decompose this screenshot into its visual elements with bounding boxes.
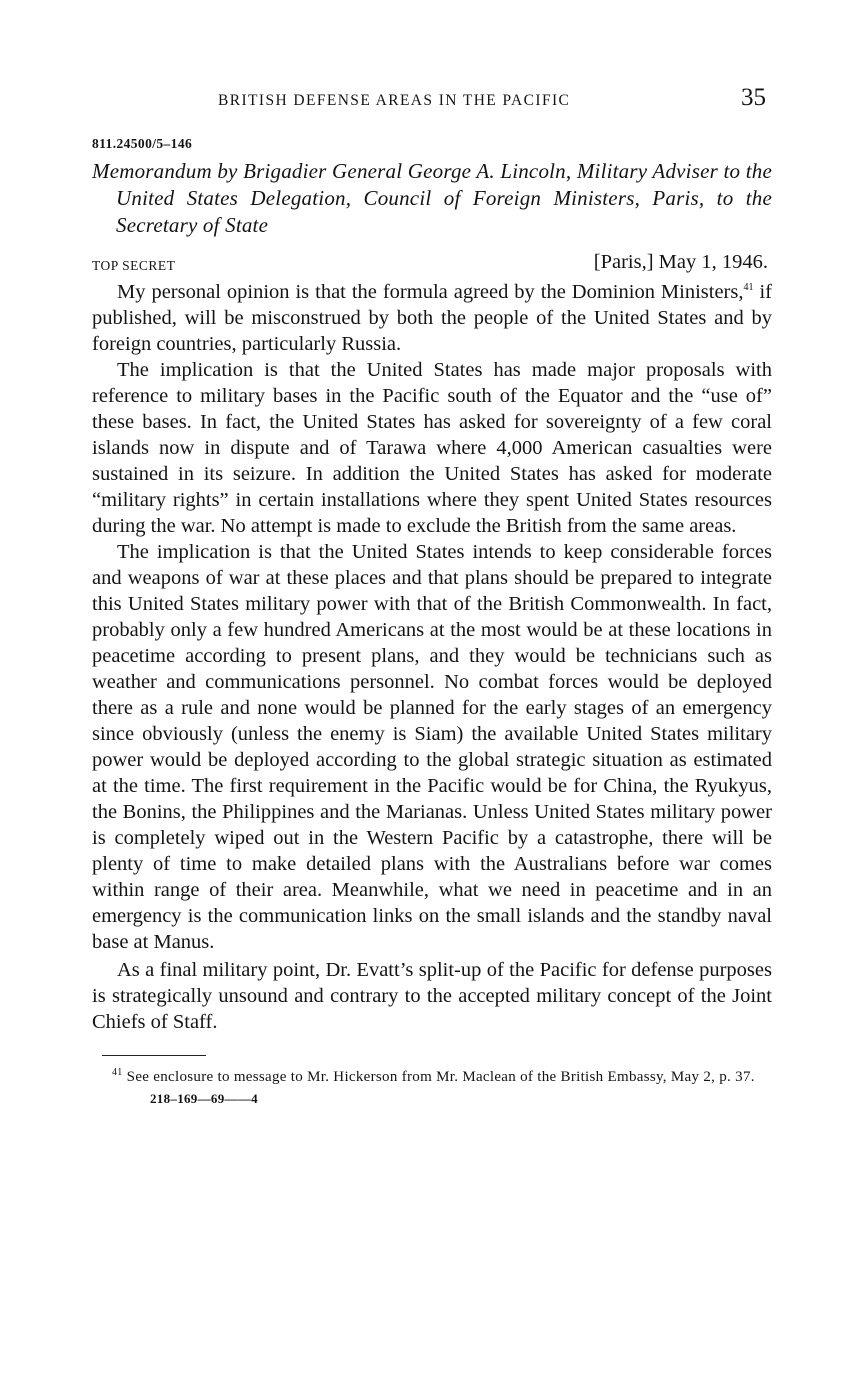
paragraph-1-text: My personal opinion is that the formula agreed by the Dominion Ministers,	[117, 281, 744, 303]
paragraph-2: The implication is that the United States has made major proposals with reference to military bases in the Pacific south of the Equator and the “use of” these bases. In fact, the United States has asked for sovereignty of a few coral islands now in dispute and of Tarawa where 4,000 American casualties were sustained in its seizure. In addition the United States has asked for moderate “military rights” in certain installations where they spent United States resources during the war. No attempt is made to exclude the British from the same areas.	[92, 359, 772, 537]
dateline	[92, 251, 772, 279]
file-number: 811.24500/5–146	[92, 136, 193, 151]
paragraph-1	[92, 279, 772, 357]
document-page	[92, 84, 772, 1107]
classification-label: TOP SECRET	[92, 258, 176, 273]
running-title: BRITISH DEFENSE AREAS IN THE PACIFIC	[218, 92, 571, 109]
document-title: Memorandum by Brigadier General George A. Lincoln, Military Adviser to the United States Delegation, Council of Foreign Ministers, Paris, to the Secretary of State	[92, 159, 772, 237]
paragraph-1-continued: if published, will be misconstrued by both the people of the United States and by foreign countries, particularly Russia.	[92, 281, 772, 355]
printer-code: 218–169—69——4	[150, 1091, 258, 1106]
footnote-divider	[102, 1055, 206, 1056]
memorandum-body	[92, 279, 772, 1035]
page-number: 35	[741, 84, 766, 111]
paragraph-4: As a final military point, Dr. Evatt’s split-up of the Pacific for defense purposes is strategically unsound and contrary to the accepted military concept of the Joint Chiefs of Staff.	[92, 959, 772, 1033]
footnote-marker: 41	[112, 1067, 123, 1078]
footnote-text: See enclosure to message to Mr. Hickerson from Mr. Maclean of the British Embassy, May 2, p. 37.	[126, 1069, 755, 1085]
footnote	[92, 1068, 772, 1087]
running-header	[92, 84, 772, 116]
footnote-reference: 41	[743, 282, 754, 294]
document-date: [Paris,] May 1, 1946.	[593, 251, 768, 273]
paragraph-3: The implication is that the United States intends to keep considerable forces and weapons of war at these places and that plans should be prepared to integrate this United States military power with that of the British Commonwealth. In fact, probably only a few hundred Americans at the most would be at these locations in peacetime according to present plans, and they would be technicians such as weather and communications personnel. No combat forces would be deployed there as a rule and none would be planned for the early stages of an emergency since obviously (unless the enemy is Siam) the available United States military power would be deployed according to the global strategic situation as estimated at the time. The first requirement in the Pacific would be for China, the Ryukyus, the Bonins, the Philippines and the Marianas. Unless United States military power is completely wiped out in the Western Pacific by a catastrophe, there will be plenty of time to make detailed plans with the Australians before war comes within range of their area. Meanwhile, what we need in peacetime and in an emergency is the communication links on the small islands and the standby naval base at Manus.	[92, 541, 772, 953]
